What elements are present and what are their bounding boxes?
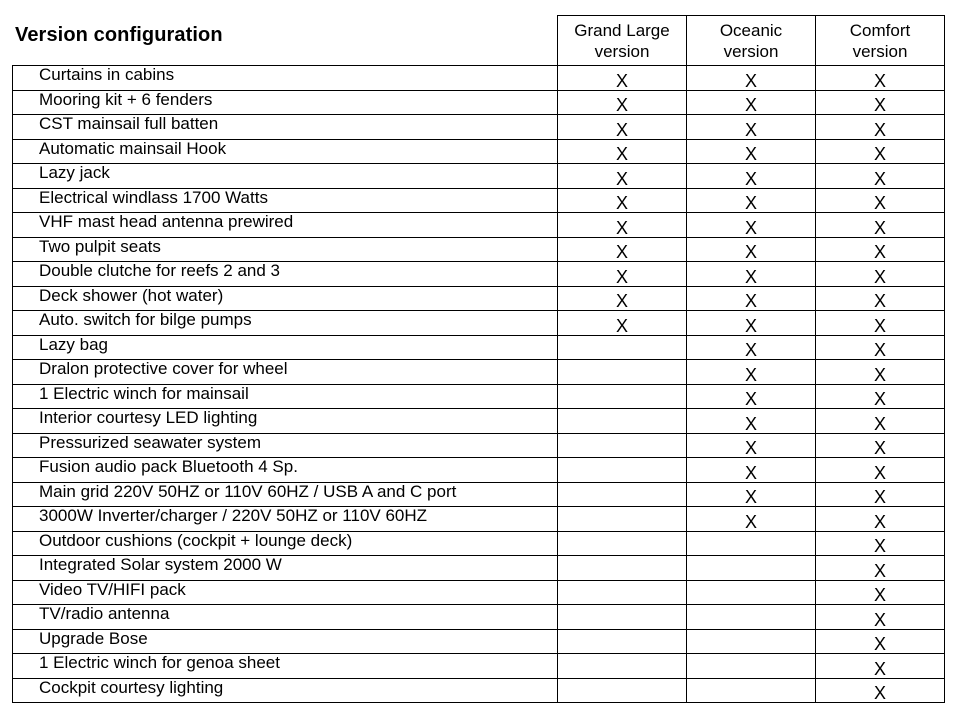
inclusion-mark-cell: X bbox=[558, 66, 687, 91]
inclusion-mark-cell: X bbox=[558, 188, 687, 213]
inclusion-mark-cell: X bbox=[687, 409, 816, 434]
feature-cell: 1 Electric winch for mainsail bbox=[13, 384, 558, 409]
inclusion-mark-cell: X bbox=[816, 556, 945, 581]
feature-cell: Two pulpit seats bbox=[13, 237, 558, 262]
table-row bbox=[13, 433, 945, 458]
inclusion-mark-cell: X bbox=[816, 164, 945, 189]
feature-cell: Lazy bag bbox=[13, 335, 558, 360]
inclusion-mark-cell bbox=[558, 678, 687, 703]
feature-cell: Main grid 220V 50HZ or 110V 60HZ / USB A and C port bbox=[13, 482, 558, 507]
feature-cell: 1 Electric winch for genoa sheet bbox=[13, 654, 558, 679]
inclusion-mark-cell bbox=[687, 605, 816, 630]
inclusion-mark-cell: X bbox=[687, 188, 816, 213]
inclusion-mark-cell: X bbox=[816, 433, 945, 458]
inclusion-mark-cell: X bbox=[816, 605, 945, 630]
inclusion-mark-cell: X bbox=[816, 409, 945, 434]
inclusion-mark-cell: X bbox=[816, 237, 945, 262]
feature-cell: Auto. switch for bilge pumps bbox=[13, 311, 558, 336]
feature-cell: Cockpit courtesy lighting bbox=[13, 678, 558, 703]
inclusion-mark-cell: X bbox=[816, 139, 945, 164]
table-row bbox=[13, 237, 945, 262]
column-header-oceanic bbox=[687, 16, 816, 66]
inclusion-mark-cell: X bbox=[816, 115, 945, 140]
feature-cell: Pressurized seawater system bbox=[13, 433, 558, 458]
table-row bbox=[13, 335, 945, 360]
column-header-grand-large bbox=[558, 16, 687, 66]
inclusion-mark-cell: X bbox=[687, 311, 816, 336]
feature-cell: Automatic mainsail Hook bbox=[13, 139, 558, 164]
inclusion-mark-cell bbox=[558, 458, 687, 483]
inclusion-mark-cell: X bbox=[687, 262, 816, 287]
inclusion-mark-cell bbox=[558, 360, 687, 385]
table-row bbox=[13, 482, 945, 507]
table-row bbox=[13, 188, 945, 213]
table-row bbox=[13, 164, 945, 189]
table-row bbox=[13, 409, 945, 434]
inclusion-mark-cell: X bbox=[687, 164, 816, 189]
inclusion-mark-cell bbox=[687, 531, 816, 556]
feature-cell: Interior courtesy LED lighting bbox=[13, 409, 558, 434]
version-configuration-table bbox=[12, 15, 945, 703]
inclusion-mark-cell: X bbox=[687, 433, 816, 458]
inclusion-mark-cell: X bbox=[816, 678, 945, 703]
inclusion-mark-cell: X bbox=[687, 507, 816, 532]
feature-cell: VHF mast head antenna prewired bbox=[13, 213, 558, 238]
feature-cell: Dralon protective cover for wheel bbox=[13, 360, 558, 385]
inclusion-mark-cell: X bbox=[816, 384, 945, 409]
inclusion-mark-cell bbox=[558, 629, 687, 654]
table-row bbox=[13, 605, 945, 630]
feature-cell: Lazy jack bbox=[13, 164, 558, 189]
inclusion-mark-cell: X bbox=[816, 262, 945, 287]
inclusion-mark-cell: X bbox=[816, 654, 945, 679]
inclusion-mark-cell: X bbox=[687, 482, 816, 507]
inclusion-mark-cell bbox=[687, 678, 816, 703]
table-row bbox=[13, 90, 945, 115]
column-header-name: Oceanic bbox=[719, 20, 783, 40]
feature-cell: Upgrade Bose bbox=[13, 629, 558, 654]
column-header-suffix: version bbox=[723, 41, 779, 61]
inclusion-mark-cell bbox=[558, 556, 687, 581]
inclusion-mark-cell: X bbox=[687, 237, 816, 262]
inclusion-mark-cell: X bbox=[558, 139, 687, 164]
inclusion-mark-cell bbox=[558, 580, 687, 605]
page-title: Version configuration bbox=[15, 24, 223, 46]
inclusion-mark-cell: X bbox=[816, 458, 945, 483]
inclusion-mark-cell bbox=[558, 654, 687, 679]
inclusion-mark-cell: X bbox=[816, 213, 945, 238]
column-header-suffix: version bbox=[852, 41, 908, 61]
inclusion-mark-cell bbox=[558, 335, 687, 360]
inclusion-mark-cell: X bbox=[816, 286, 945, 311]
inclusion-mark-cell: X bbox=[558, 213, 687, 238]
table-row bbox=[13, 311, 945, 336]
inclusion-mark-cell: X bbox=[816, 507, 945, 532]
inclusion-mark-cell bbox=[558, 531, 687, 556]
inclusion-mark-cell: X bbox=[816, 360, 945, 385]
table-row bbox=[13, 115, 945, 140]
table-row bbox=[13, 360, 945, 385]
table-row bbox=[13, 66, 945, 91]
inclusion-mark-cell: X bbox=[816, 482, 945, 507]
inclusion-mark-cell bbox=[558, 605, 687, 630]
inclusion-mark-cell: X bbox=[687, 360, 816, 385]
inclusion-mark-cell bbox=[558, 507, 687, 532]
table-row bbox=[13, 531, 945, 556]
inclusion-mark-cell: X bbox=[816, 188, 945, 213]
inclusion-mark-cell: X bbox=[687, 90, 816, 115]
inclusion-mark-cell: X bbox=[816, 629, 945, 654]
feature-cell: CST mainsail full batten bbox=[13, 115, 558, 140]
feature-cell: 3000W Inverter/charger / 220V 50HZ or 110V 60HZ bbox=[13, 507, 558, 532]
table-row bbox=[13, 139, 945, 164]
inclusion-mark-cell bbox=[687, 654, 816, 679]
inclusion-mark-cell bbox=[558, 409, 687, 434]
feature-cell: Mooring kit + 6 fenders bbox=[13, 90, 558, 115]
inclusion-mark-cell: X bbox=[687, 66, 816, 91]
table-row bbox=[13, 507, 945, 532]
feature-cell: Curtains in cabins bbox=[13, 66, 558, 91]
inclusion-mark-cell: X bbox=[816, 311, 945, 336]
table-row bbox=[13, 580, 945, 605]
inclusion-mark-cell: X bbox=[558, 237, 687, 262]
table-row bbox=[13, 286, 945, 311]
inclusion-mark-cell: X bbox=[687, 213, 816, 238]
feature-cell: Fusion audio pack Bluetooth 4 Sp. bbox=[13, 458, 558, 483]
header-row bbox=[13, 16, 945, 66]
table-row bbox=[13, 458, 945, 483]
inclusion-mark-cell bbox=[558, 384, 687, 409]
inclusion-mark-cell: X bbox=[687, 458, 816, 483]
inclusion-mark-cell bbox=[558, 482, 687, 507]
table-row bbox=[13, 629, 945, 654]
inclusion-mark-cell: X bbox=[558, 286, 687, 311]
feature-cell: TV/radio antenna bbox=[13, 605, 558, 630]
inclusion-mark-cell: X bbox=[687, 115, 816, 140]
table-row bbox=[13, 556, 945, 581]
column-header-name: Grand Large bbox=[574, 20, 670, 40]
inclusion-mark-cell bbox=[687, 580, 816, 605]
feature-cell: Video TV/HIFI pack bbox=[13, 580, 558, 605]
inclusion-mark-cell: X bbox=[816, 531, 945, 556]
inclusion-mark-cell: X bbox=[687, 384, 816, 409]
header-blank-cell bbox=[13, 16, 558, 66]
inclusion-mark-cell: X bbox=[816, 90, 945, 115]
table-body bbox=[13, 66, 945, 703]
table-row bbox=[13, 213, 945, 238]
feature-cell: Double clutche for reefs 2 and 3 bbox=[13, 262, 558, 287]
column-header-comfort bbox=[816, 16, 945, 66]
inclusion-mark-cell: X bbox=[558, 164, 687, 189]
inclusion-mark-cell bbox=[687, 556, 816, 581]
inclusion-mark-cell: X bbox=[558, 115, 687, 140]
inclusion-mark-cell: X bbox=[558, 311, 687, 336]
table-row bbox=[13, 262, 945, 287]
feature-cell: Electrical windlass 1700 Watts bbox=[13, 188, 558, 213]
inclusion-mark-cell: X bbox=[687, 139, 816, 164]
inclusion-mark-cell bbox=[558, 433, 687, 458]
inclusion-mark-cell: X bbox=[816, 335, 945, 360]
table-row bbox=[13, 384, 945, 409]
feature-cell: Integrated Solar system 2000 W bbox=[13, 556, 558, 581]
feature-cell: Deck shower (hot water) bbox=[13, 286, 558, 311]
inclusion-mark-cell: X bbox=[558, 90, 687, 115]
inclusion-mark-cell: X bbox=[687, 286, 816, 311]
inclusion-mark-cell: X bbox=[816, 580, 945, 605]
table-row bbox=[13, 678, 945, 703]
inclusion-mark-cell bbox=[687, 629, 816, 654]
column-header-suffix: version bbox=[594, 41, 650, 61]
feature-cell: Outdoor cushions (cockpit + lounge deck) bbox=[13, 531, 558, 556]
table-row bbox=[13, 654, 945, 679]
inclusion-mark-cell: X bbox=[816, 66, 945, 91]
inclusion-mark-cell: X bbox=[687, 335, 816, 360]
inclusion-mark-cell: X bbox=[558, 262, 687, 287]
column-header-name: Comfort bbox=[849, 20, 911, 40]
